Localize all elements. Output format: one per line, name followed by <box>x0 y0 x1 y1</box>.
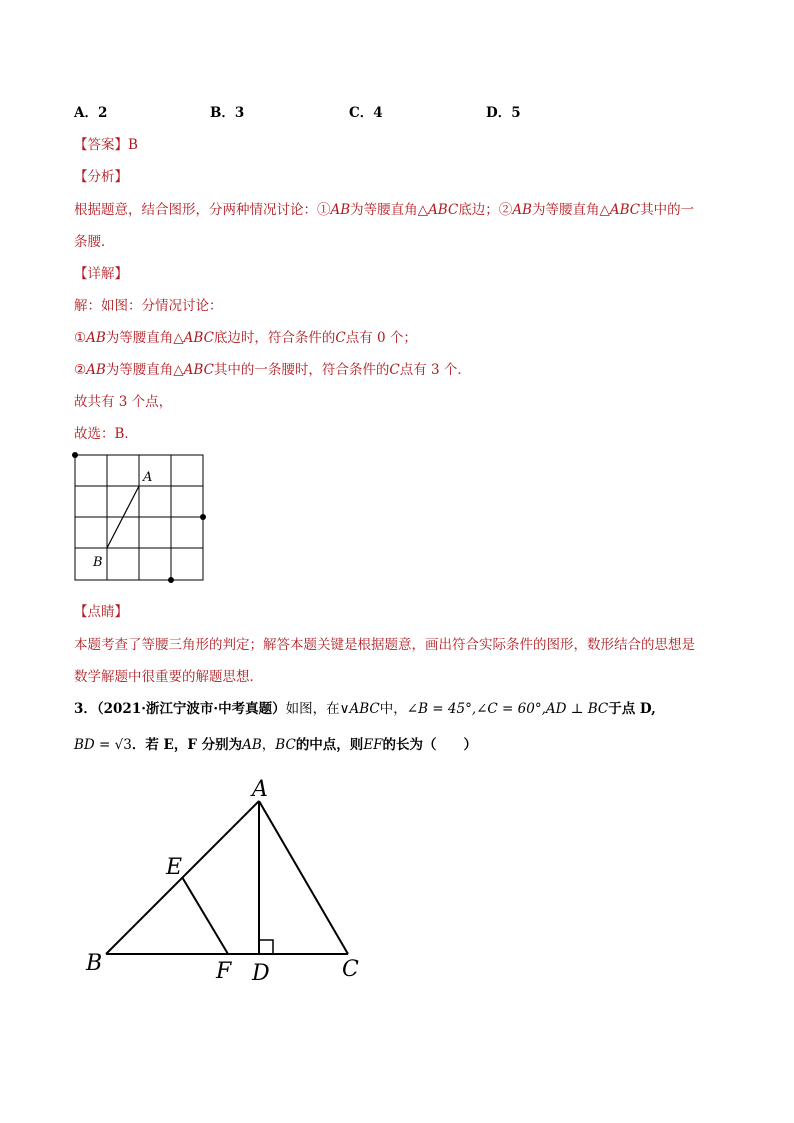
grid-label-a: A <box>143 470 153 485</box>
angle-conditions: ∠B = 45°,∠C = 60°,AD ⊥ BC <box>406 701 609 717</box>
segment-bc: BC <box>275 737 296 753</box>
grid-label-b: B <box>93 555 103 570</box>
right-angle-mark <box>259 940 273 954</box>
question-number: 3．（2021·浙江宁波市·中考真题） <box>74 701 286 717</box>
analysis-text: 为等腰直角△ <box>350 202 429 218</box>
detail-total: 故共有 3 个点， <box>74 394 173 410</box>
label-c: C <box>342 957 359 982</box>
segment-ab: AB <box>512 202 532 218</box>
segment-ab: AB <box>86 362 106 378</box>
segment-ab: AB <box>330 202 351 218</box>
grid-point <box>200 514 206 520</box>
analysis-line-1 <box>74 198 694 218</box>
option-c: C．4 <box>349 105 383 121</box>
answer-value: B <box>128 137 138 153</box>
triangle-abc: ABC <box>183 362 214 378</box>
question-text: 于点 D, <box>608 701 656 717</box>
option-a: A．2 <box>74 105 108 121</box>
triangle-figure <box>80 770 380 990</box>
detail-choice: 故选：B． <box>74 426 138 442</box>
question-text: 如图，在 <box>285 701 340 717</box>
analysis-text: 根据题意，结合图形，分两种情况讨论：① <box>74 202 331 218</box>
analysis-tag: 【分析】 <box>74 169 128 185</box>
answer-tag: 【答案】 <box>74 137 128 153</box>
question3-line-2 <box>74 733 477 753</box>
label-e: E <box>166 855 183 880</box>
side-ac <box>259 801 348 954</box>
analysis-text: 底边；② <box>458 202 513 218</box>
detail-text: 点有 3 个． <box>399 362 471 378</box>
detail-tag: 【详解】 <box>74 266 128 282</box>
grid-point <box>72 452 78 458</box>
segment-ef-line <box>182 877 228 954</box>
detail-text: 为等腰直角△ <box>105 330 184 346</box>
detail-line-1: 解：如图：分情况讨论： <box>74 298 223 314</box>
comment-tag: 【点睛】 <box>74 604 128 620</box>
question-text: ， <box>261 737 276 753</box>
comment-line-2: 数学解题中很重要的解题思想． <box>74 669 263 685</box>
sqrt-3: √3 <box>114 737 132 753</box>
analysis-text: 其中的一 <box>640 202 695 218</box>
grid-point <box>168 577 174 583</box>
triangle-abc: ABC <box>609 202 641 218</box>
detail-case-1 <box>74 326 417 346</box>
option-d: D．5 <box>486 105 521 121</box>
analysis-line-2: 条腰． <box>74 234 115 250</box>
point-c: C <box>335 330 346 346</box>
triangle-abc: ∨ABC <box>339 701 380 717</box>
segment-ab: AB <box>86 330 106 346</box>
answer-line <box>74 133 138 153</box>
bd-label: BD = <box>74 737 115 753</box>
detail-text: 点有 0 个； <box>345 330 417 346</box>
label-b: B <box>86 951 103 976</box>
detail-case-2 <box>74 358 471 378</box>
comment-line-1: 本题考查了等腰三角形的判定；解答本题关键是根据题意，画出符合实际条件的图形，数形结合的思想是 <box>74 637 695 653</box>
detail-text: 为等腰直角△ <box>105 362 184 378</box>
detail-text: ① <box>74 330 87 346</box>
detail-text: 底边时，符合条件的 <box>213 330 336 346</box>
segment-ef: EF <box>363 737 383 753</box>
point-c: C <box>389 362 400 378</box>
analysis-text: 为等腰直角△ <box>531 202 610 218</box>
triangle-abc: ABC <box>183 330 214 346</box>
detail-text: 其中的一条腰时，符合条件的 <box>213 362 390 378</box>
question-text: ．若 E，F 分别为 <box>131 737 243 753</box>
question-text: 的长为（ ） <box>382 737 478 753</box>
label-a: A <box>252 777 268 802</box>
segment-ab: AB <box>242 737 262 753</box>
question3-line-1 <box>74 697 656 717</box>
triangle-abc: ABC <box>428 202 459 218</box>
grid-figure <box>70 450 210 585</box>
question-text: 的中点，则 <box>295 737 364 753</box>
label-f: F <box>216 959 232 984</box>
label-d: D <box>252 961 270 986</box>
option-b: B．3 <box>210 105 245 121</box>
question-text: 中， <box>379 701 407 717</box>
detail-text: ② <box>74 362 87 378</box>
